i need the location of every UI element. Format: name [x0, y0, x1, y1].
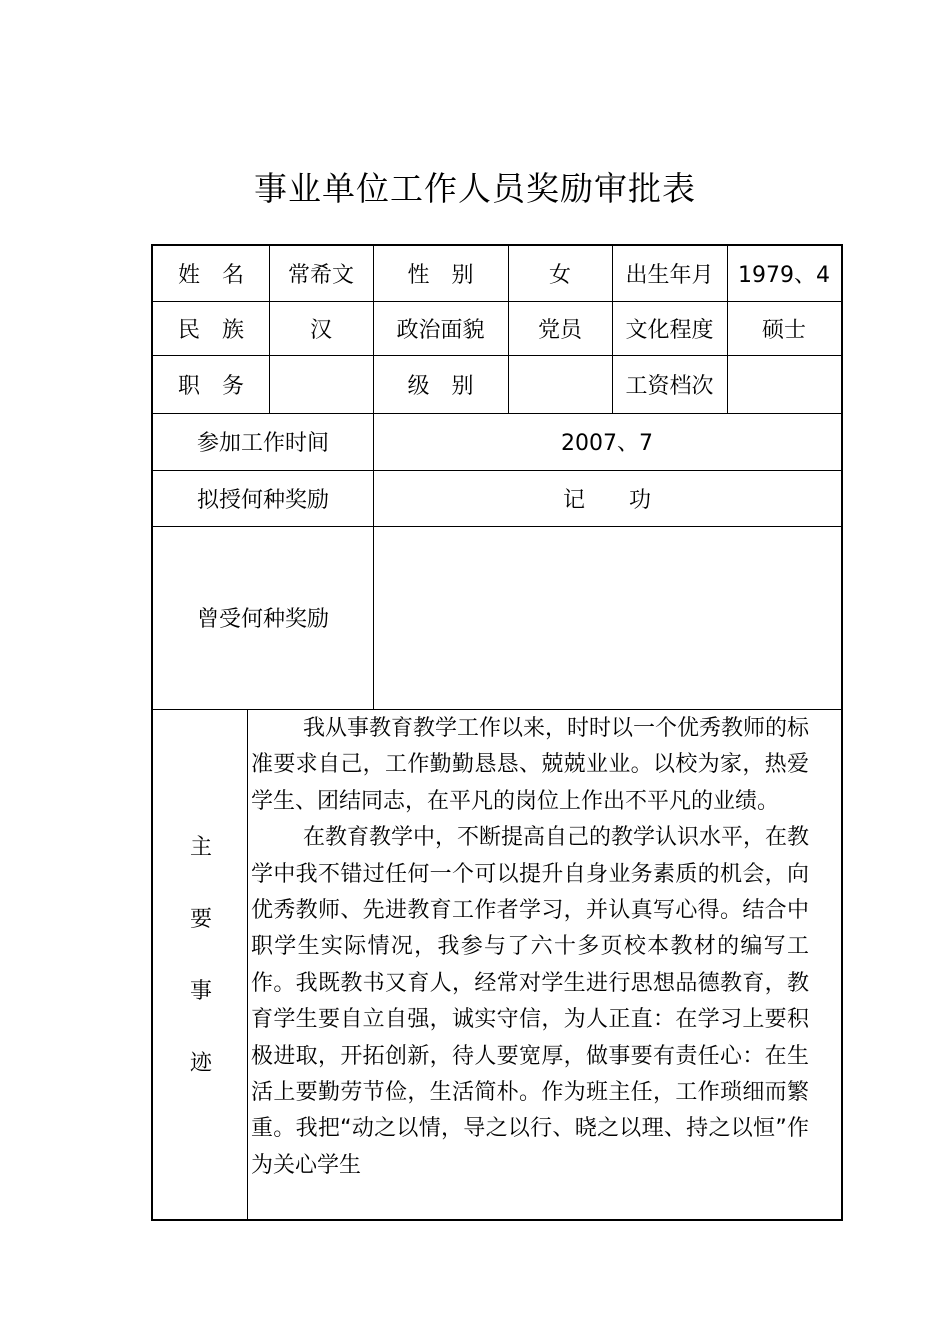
politics-value: 党员 — [537, 317, 582, 343]
approval-form-table — [151, 244, 843, 1221]
work-start-label: 参加工作时间 — [196, 431, 329, 456]
deeds-label — [153, 812, 249, 1100]
salary-value — [727, 355, 841, 413]
education-label: 文化程度 — [625, 317, 714, 343]
position-value — [269, 355, 373, 413]
name-value: 常希文 — [287, 263, 354, 288]
deeds-label-char: 迹 — [189, 1051, 212, 1076]
level-label: 级 别 — [407, 373, 474, 399]
past-awards-value — [373, 526, 841, 709]
name-label: 姓 名 — [177, 263, 244, 288]
deeds-paragraph: 我从事教育教学工作以来，时时以一个优秀教师的标准要求自己，工作勤勤恳恳、兢兢业业。以校为家，热爱学生、团结同志，在平凡的岗位上作出不平凡的业绩。 — [251, 716, 810, 814]
work-start-value: 2007、7 — [561, 431, 653, 456]
education-value: 硕士 — [761, 317, 806, 343]
proposed-award-label: 拟授何种奖励 — [196, 487, 329, 513]
form-title: 事业单位工作人员奖励审批表 — [254, 169, 696, 208]
deeds-label-char: 事 — [189, 979, 212, 1004]
gender-value: 女 — [548, 263, 571, 288]
birth-value: 1979、4 — [738, 263, 830, 288]
past-awards-label: 曾受何种奖励 — [196, 607, 329, 632]
ethnicity-label: 民 族 — [177, 317, 244, 343]
salary-label: 工资档次 — [625, 373, 714, 399]
deeds-label-char: 主 — [189, 835, 212, 860]
level-value — [508, 355, 612, 413]
deeds-section — [153, 709, 841, 1219]
politics-label: 政治面貌 — [396, 317, 485, 343]
birth-label: 出生年月 — [625, 263, 714, 288]
deeds-paragraph: 在教育教学中，不断提高自己的教学认识水平，在教学中我不错过任何一个可以提升自身业务素质的机会，向优秀教师、先进教育工作者学习，并认真写心得。结合中职学生实际情况，我参与了六十多页校本教材的编写工作。我既教书又育人，经常对学生进行思想品德教育，教育学生要自立自强，诚实守信，为人正直：在学习上要积极进取，开拓创新，待人要宽厚，做事要有责任心：在生活上要勤劳节俭，生活简朴。作为班主任，工作琐细而繁重。我把“动之以情，导之以行、晓之以理、持之以恒”作为关心学生 — [251, 825, 810, 1178]
position-label: 职 务 — [177, 373, 244, 399]
proposed-award-value: 记 功 — [562, 487, 651, 513]
gender-label: 性 别 — [407, 263, 474, 288]
deeds-text — [251, 711, 809, 1184]
ethnicity-value: 汉 — [309, 317, 332, 343]
deeds-label-char: 要 — [189, 907, 212, 932]
